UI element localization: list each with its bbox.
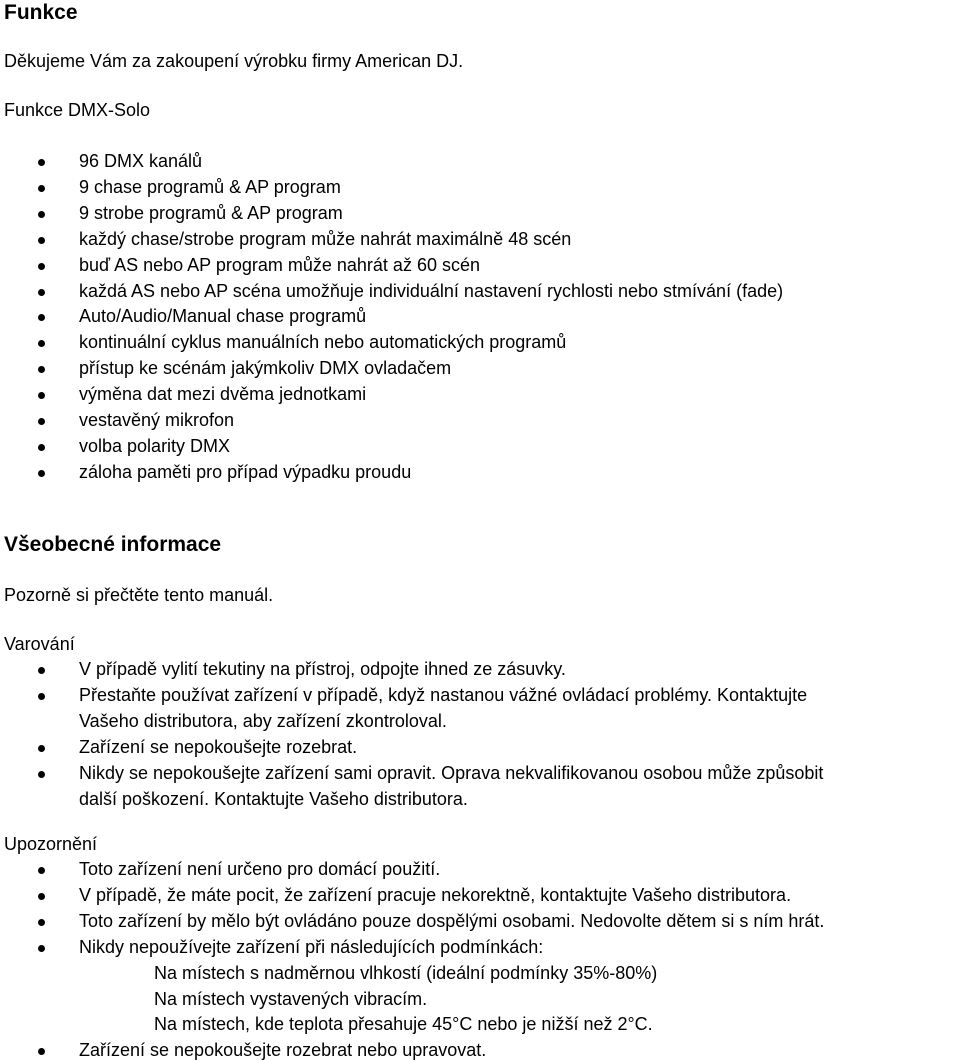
condition-item: Na místech s nadměrnou vlhkostí (ideální podmínky 35%-80%): [154, 962, 658, 983]
list-item: buď AS nebo AP program může nahrát až 60 scén: [0, 253, 960, 279]
warning-list: [0, 657, 960, 812]
dmx-solo-heading: Funkce DMX-Solo: [4, 100, 151, 120]
condition-item: Na místech vystavených vibracím.: [154, 988, 428, 1009]
list-item: [0, 935, 960, 1039]
list-item: [0, 735, 960, 761]
list-item: [0, 657, 960, 683]
list-item: výměna dat mezi dvěma jednotkami: [0, 382, 960, 408]
list-item: Auto/Audio/Manual chase programů: [0, 304, 960, 330]
list-item: vestavěný mikrofon: [0, 408, 960, 434]
list-item: 9 chase programů & AP program: [0, 175, 960, 201]
list-item: každá AS nebo AP scéna umožňuje individuální nastavení rychlosti nebo stmívání (fade): [0, 279, 960, 305]
notice-list: [0, 857, 960, 1064]
intro-text: Děkujeme Vám za zakoupení výrobku firmy American DJ.: [4, 51, 464, 71]
read-manual-text: Pozorně si přečtěte tento manuál.: [4, 585, 274, 605]
list-item: Zařízení se nepokoušejte rozebrat nebo upravovat.: [0, 1038, 960, 1064]
list-item: každý chase/strobe program může nahrát maximálně 48 scén: [0, 227, 960, 253]
list-item: 9 strobe programů & AP program: [0, 201, 960, 227]
list-item-text: Zařízení se nepokoušejte rozebrat.: [79, 736, 358, 757]
list-item-text: V případě vylití tekutiny na přístroj, odpojte ihned ze zásuvky.: [79, 659, 566, 679]
list-item: Toto zařízení není určeno pro domácí použití.: [0, 857, 960, 883]
list-item-text: Nikdy nepoužívejte zařízení při následujících podmínkách:: [79, 936, 544, 957]
dmx-solo-feature-list: [0, 149, 960, 486]
list-item: volba polarity DMX: [0, 434, 960, 460]
list-item: [0, 683, 960, 735]
list-item: přístup ke scénám jakýmkoliv DMX ovladačem: [0, 356, 960, 382]
notice-heading: Upozornění: [4, 834, 98, 854]
condition-item: Na místech, kde teplota přesahuje 45°C nebo je nižší než 2°C.: [154, 1014, 653, 1035]
list-item: Toto zařízení by mělo být ovládáno pouze dospělými osobami. Nedovolte dětem si s ním hrát.: [0, 909, 960, 935]
list-item-text: Přestaňte používat zařízení v případě, když nastanou vážné ovládací problémy. Kontaktujte: [79, 684, 808, 705]
list-item-text: Nikdy se nepokoušejte zařízení sami opravit. Oprava nekvalifikovanou osobou může způsobit: [79, 762, 824, 783]
list-item: kontinuální cyklus manuálních nebo automatických programů: [0, 330, 960, 356]
list-item-text-continued: Vašeho distributora, aby zařízení zkontroloval.: [79, 710, 447, 731]
list-item-text-continued: další poškození. Kontaktujte Vašeho distributora.: [79, 788, 468, 809]
list-item: V případě, že máte pocit, že zařízení pracuje nekorektně, kontaktujte Vašeho distributora.: [0, 883, 960, 909]
page-title: Funkce: [4, 1, 78, 24]
list-item: [0, 761, 960, 813]
list-item: záloha paměti pro případ výpadku proudu: [0, 460, 960, 486]
list-item: 96 DMX kanálů: [0, 149, 960, 175]
general-info-heading: Všeobecné informace: [4, 533, 222, 556]
warning-heading: Varování: [4, 634, 75, 654]
